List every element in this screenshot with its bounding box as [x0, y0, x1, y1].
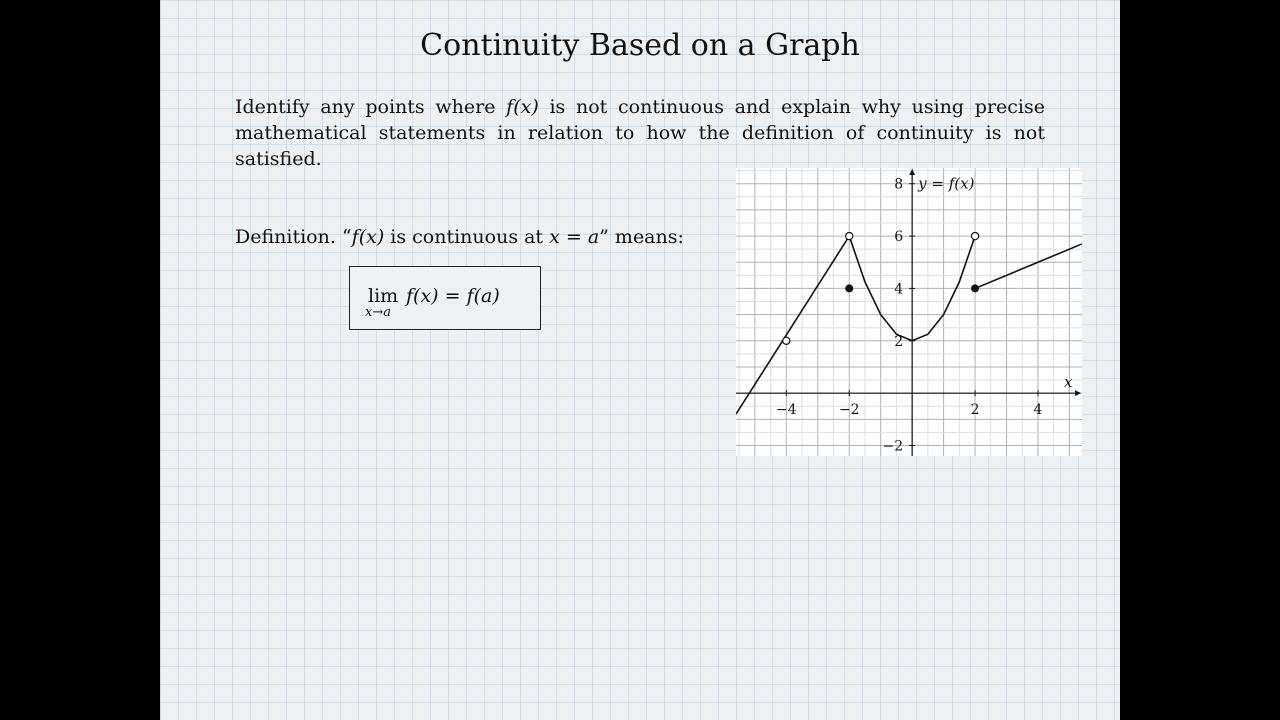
y-tick-label: −2	[882, 438, 904, 455]
prompt-text-2: is not continuous and explain why using precise mathematical statements in relation to how the definition of continuity is not satisfied.	[235, 96, 1045, 170]
definition-end: ” means:	[599, 226, 684, 248]
definition-condition: x = a	[549, 226, 600, 248]
x-axis-label: x	[1064, 373, 1073, 392]
y-tick-label: 6	[894, 229, 904, 246]
limit-operator: lim	[368, 285, 399, 307]
prompt-function: f(x)	[506, 96, 539, 118]
function-graph	[736, 168, 1082, 456]
prompt-text-1: Identify any points where	[235, 96, 507, 118]
open-point	[783, 337, 790, 344]
limit-body: f(x) = f(a)	[406, 285, 500, 307]
y-tick-label: 4	[894, 281, 904, 298]
y-tick-label: 8	[894, 176, 904, 193]
definition-function: f(x)	[351, 226, 385, 248]
function-label: y = f(x)	[918, 174, 975, 193]
x-tick-label: 2	[970, 402, 980, 419]
problem-prompt	[235, 94, 1045, 172]
closed-point	[845, 284, 853, 292]
definition-middle: is continuous at	[384, 226, 550, 248]
definition-label: Definition. “	[235, 226, 352, 248]
open-point	[971, 232, 978, 239]
x-tick-label: 4	[1033, 402, 1043, 419]
limit-subscript: x→a	[365, 305, 391, 320]
slide	[160, 0, 1120, 720]
open-point	[846, 232, 853, 239]
slide-title: Continuity Based on a Graph	[420, 28, 860, 63]
y-tick-label: 2	[894, 333, 904, 350]
x-tick-label: −4	[776, 402, 797, 419]
limit-formula-box	[349, 266, 541, 330]
definition-statement	[235, 226, 684, 248]
x-tick-label: −2	[838, 402, 860, 419]
closed-point	[971, 284, 979, 292]
